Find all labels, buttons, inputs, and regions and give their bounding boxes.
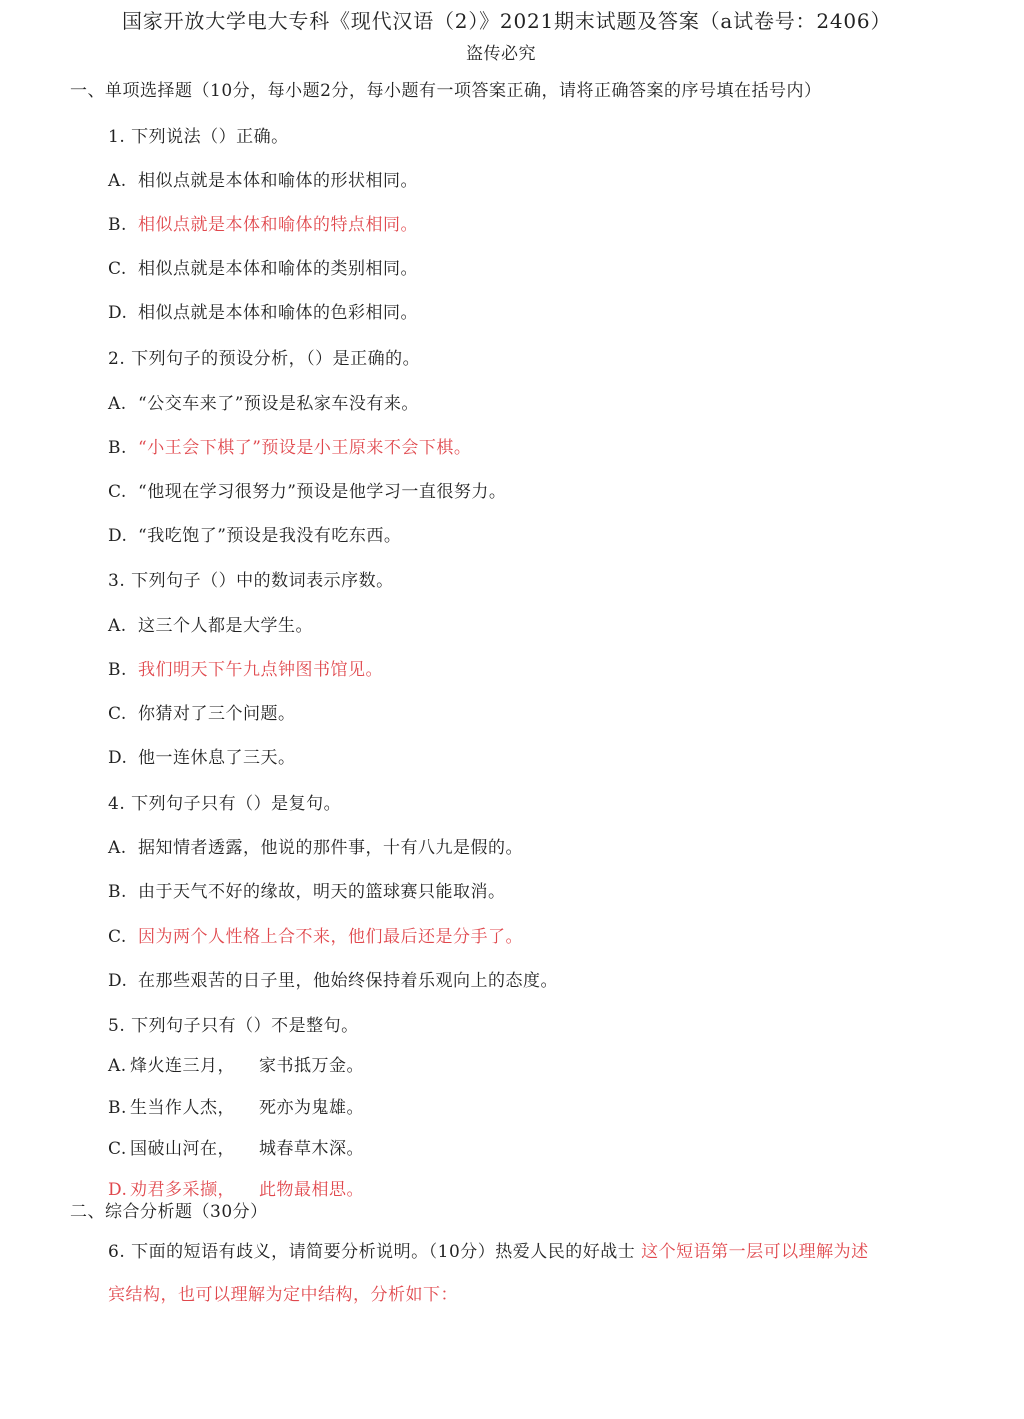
copyright-notice: 盗传必究 — [466, 44, 536, 64]
section-1-heading: 一、单项选择题（10分，每小题2分，每小题有一项答案正确，请将正确答案的序号填在括号内） — [70, 81, 822, 101]
question-2-option-b-answer — [108, 437, 471, 459]
question-1-option-c — [108, 258, 418, 280]
question-4-option-b — [108, 881, 506, 903]
question-4-option-c-answer — [108, 926, 523, 948]
option-text: 由于天气不好的缘故，明天的篮球赛只能取消。 — [138, 882, 506, 902]
question-5-stem: 5. 下列句子只有（）不是整句。 — [108, 1016, 359, 1036]
option-second-half: 家书抵万金。 — [259, 1056, 364, 1076]
option-second-half: 此物最相思。 — [259, 1180, 364, 1200]
option-label: D. — [108, 526, 128, 546]
option-text: 我们明天下午九点钟图书馆见。 — [138, 660, 383, 680]
option-text: 据知情者透露，他说的那件事，十有八九是假的。 — [138, 838, 523, 858]
question-5-option-b — [108, 1097, 364, 1119]
option-text: 你猜对了三个问题。 — [138, 704, 296, 724]
question-6-answer-line-1: 这个短语第一层可以理解为述 — [641, 1242, 869, 1262]
question-6-answer-line-2: 宾结构，也可以理解为定中结构，分析如下： — [108, 1285, 458, 1305]
question-2-stem: 2. 下列句子的预设分析，（）是正确的。 — [108, 349, 421, 369]
option-label: A. — [108, 171, 127, 191]
option-text: 这三个人都是大学生。 — [138, 616, 313, 636]
question-4-stem: 4. 下列句子只有（）是复句。 — [108, 794, 342, 814]
option-text: 相似点就是本体和喻体的类别相同。 — [138, 259, 418, 279]
question-5-option-c — [108, 1138, 364, 1160]
question-6 — [108, 1241, 869, 1263]
option-label: D. — [108, 748, 128, 768]
option-label: B. — [108, 1098, 127, 1118]
option-first-half: 烽火连三月， — [130, 1056, 235, 1076]
option-label: B. — [108, 215, 127, 235]
option-text: “我吃饱了”预设是我没有吃东西。 — [138, 526, 402, 546]
question-1-stem: 1. 下列说法（）正确。 — [108, 127, 289, 147]
option-text: 他一连休息了三天。 — [138, 748, 296, 768]
question-1-option-a — [108, 170, 418, 192]
option-first-half: 国破山河在， — [130, 1139, 235, 1159]
question-2-option-a — [108, 393, 419, 415]
option-text: 在那些艰苦的日子里，他始终保持着乐观向上的态度。 — [138, 971, 558, 991]
option-label: D. — [108, 303, 128, 323]
section-2-heading: 二、综合分析题（30分） — [70, 1202, 268, 1222]
option-label: B. — [108, 882, 127, 902]
document-title: 国家开放大学电大专科《现代汉语（2）》2021期末试题及答案（a试卷号：2406） — [122, 9, 892, 33]
question-1-option-b-answer — [108, 214, 418, 236]
option-label: D. — [108, 971, 128, 991]
option-label: C. — [108, 704, 127, 724]
option-text: “公交车来了”预设是私家车没有来。 — [138, 394, 419, 414]
option-label: B. — [108, 438, 127, 458]
question-2-option-d — [108, 525, 401, 547]
option-text: “小王会下棋了”预设是小王原来不会下棋。 — [138, 438, 472, 458]
option-label: A. — [108, 394, 127, 414]
option-label: A. — [108, 838, 127, 858]
option-label: C. — [108, 927, 127, 947]
option-label: A. — [108, 1056, 127, 1076]
question-2-option-c — [108, 481, 506, 503]
option-second-half: 城春草木深。 — [259, 1139, 364, 1159]
option-label: C. — [108, 482, 127, 502]
question-3-stem: 3. 下列句子（）中的数词表示序数。 — [108, 571, 394, 591]
question-3-option-b-answer — [108, 659, 383, 681]
option-label: B. — [108, 660, 127, 680]
option-label: C. — [108, 259, 127, 279]
option-first-half: 生当作人杰， — [130, 1098, 235, 1118]
option-text: 相似点就是本体和喻体的特点相同。 — [138, 215, 418, 235]
option-text: “他现在学习很努力”预设是他学习一直很努力。 — [138, 482, 507, 502]
question-3-option-d — [108, 747, 296, 769]
option-label: D. — [108, 1180, 128, 1200]
question-6-stem: 6. 下面的短语有歧义，请简要分析说明。（10分）热爱人民的好战士 — [108, 1242, 636, 1262]
option-text: 因为两个人性格上合不来，他们最后还是分手了。 — [138, 927, 523, 947]
question-3-option-a — [108, 615, 313, 637]
question-1-option-d — [108, 302, 418, 324]
question-4-option-d — [108, 970, 558, 992]
question-3-option-c — [108, 703, 296, 725]
option-label: A. — [108, 616, 127, 636]
question-5-option-d-answer — [108, 1179, 364, 1201]
option-second-half: 死亦为鬼雄。 — [259, 1098, 364, 1118]
option-first-half: 劝君多采撷， — [130, 1180, 235, 1200]
option-text: 相似点就是本体和喻体的形状相同。 — [138, 171, 418, 191]
question-4-option-a — [108, 837, 523, 859]
option-label: C. — [108, 1139, 127, 1159]
question-5-option-a — [108, 1055, 364, 1077]
option-text: 相似点就是本体和喻体的色彩相同。 — [138, 303, 418, 323]
